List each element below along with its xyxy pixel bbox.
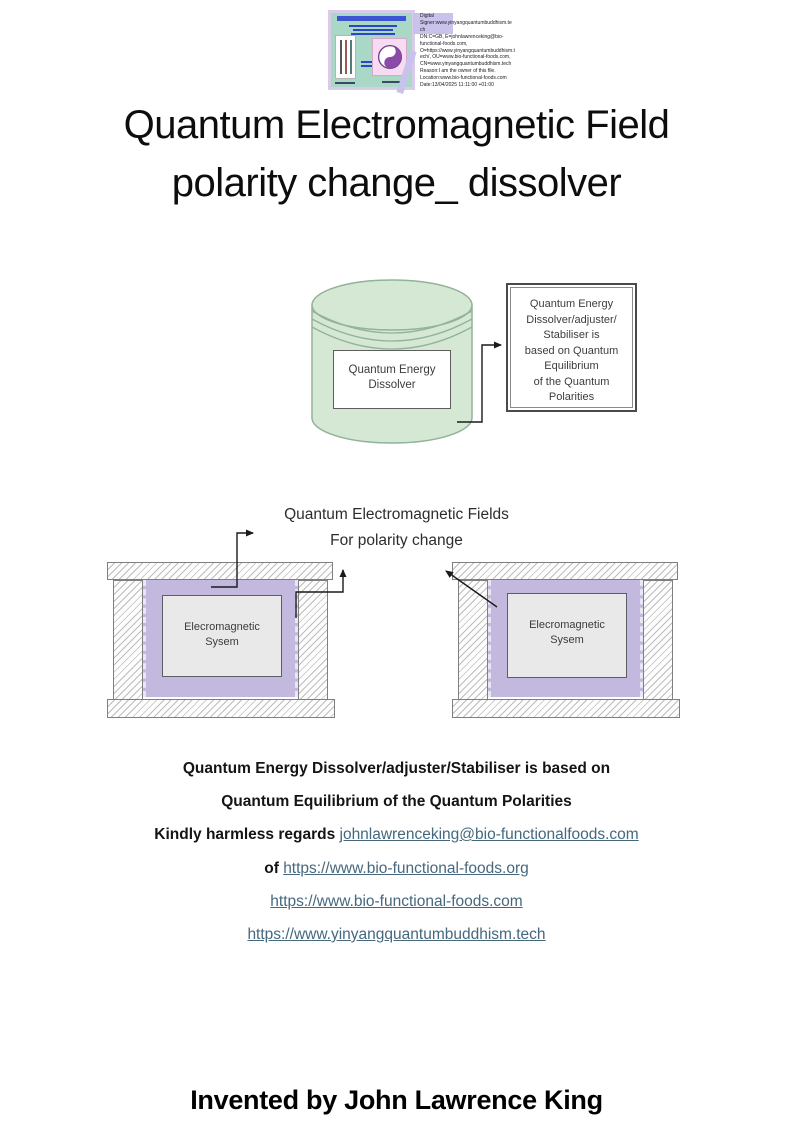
note-line: Polarities [548, 391, 595, 403]
cylinder-label-box [333, 350, 451, 409]
body-line-2: Quantum Equilibrium of the Quantum Polarities [221, 793, 572, 810]
right-field-diagonal-arrow [446, 571, 497, 607]
figure-line [340, 40, 342, 74]
left-field-up-arrow [296, 570, 343, 618]
body-line-1: Quantum Energy Dissolver/adjuster/Stabiliser is based on [182, 760, 611, 777]
left-field-to-heading-arrow [211, 533, 253, 587]
system-label-line-2: Sysem [205, 636, 239, 648]
body-line-6 [0, 926, 793, 944]
document-title [0, 96, 793, 212]
of-text: of [264, 860, 284, 877]
signature-line: CN=www.yinyangquantumbuddhism.tech [420, 61, 512, 68]
stamp-text-decoration [351, 33, 395, 35]
regards-text: Kindly harmless regards [154, 826, 340, 843]
cylinder-label-line-1: Quantum Energy [348, 364, 436, 376]
signature-line: ch [420, 26, 426, 33]
body-line-5 [0, 893, 793, 911]
fields-heading-line-2: For polarity change [330, 532, 463, 549]
stamp-title-bar [337, 16, 406, 21]
stamp-text-decoration [349, 25, 397, 27]
signature-line: Signer:www.yinyangquantumbuddhism.te [420, 19, 512, 26]
signature-line: Location:www.bio-functional-foods.com [420, 75, 507, 82]
note-box-inner [510, 287, 633, 408]
signature-line: Digital [420, 13, 434, 19]
note-line: Equilibrium [544, 360, 599, 372]
title-line-2: polarity change_ dissolver [171, 161, 622, 205]
signature-line: DN:C=GB, E=johnlawrenceking@bio- [420, 33, 504, 40]
body-line-4 [0, 860, 793, 878]
body-line-3 [0, 826, 793, 844]
bio-functional-foods-org-link[interactable]: https://www.bio-functional-foods.org [283, 860, 529, 877]
yinyang-icon [377, 44, 403, 70]
stamp-text-decoration [353, 29, 393, 31]
system-label-line-1: Elecromagnetic [529, 619, 605, 631]
fields-heading-line-1: Quantum Electromagnetic Fields [284, 506, 509, 523]
inventor-credit: Invented by John Lawrence King [190, 1085, 603, 1115]
note-line: based on Quantum [524, 344, 619, 357]
note-line: Quantum Energy [529, 298, 614, 310]
note-line: of the Quantum [533, 375, 610, 388]
figure-line [345, 40, 347, 74]
cylinder-label-line-2: Dissolver [368, 379, 416, 391]
yinyang-panel [372, 38, 407, 76]
note-line: Stabiliser is [543, 329, 600, 341]
meridian-figure-panel [335, 35, 356, 79]
signature-line: ech/, OU=www.bio-functional-foods.com, [420, 54, 511, 61]
system-label-line-2: Sysem [550, 634, 584, 646]
figure-line [350, 40, 352, 74]
system-label-line-1: Elecromagnetic [184, 621, 260, 633]
annotation-arrows [100, 520, 700, 720]
note-box [506, 283, 637, 412]
bio-functional-foods-com-link[interactable]: https://www.bio-functional-foods.com [270, 893, 523, 910]
email-link[interactable]: johnlawrenceking@bio-functionalfoods.com [339, 826, 639, 843]
signature-line: Reason:I am the owner of this file. [420, 68, 496, 75]
digital-signature-text [420, 13, 515, 89]
title-line-1: Quantum Electromagnetic Field [123, 103, 670, 147]
yinyangquantumbuddhism-link[interactable]: https://www.yinyangquantumbuddhism.tech [247, 926, 546, 943]
signature-line: O=https://www.yinyangquantumbuddhism.t [420, 47, 515, 54]
signature-line: functional-foods.com, [420, 40, 468, 47]
note-line: Dissolver/adjuster/ [526, 313, 617, 326]
stamp-caption-left [335, 82, 355, 84]
signature-line: Date:13/04/2025 11:11:00 +01:00 [420, 82, 494, 89]
